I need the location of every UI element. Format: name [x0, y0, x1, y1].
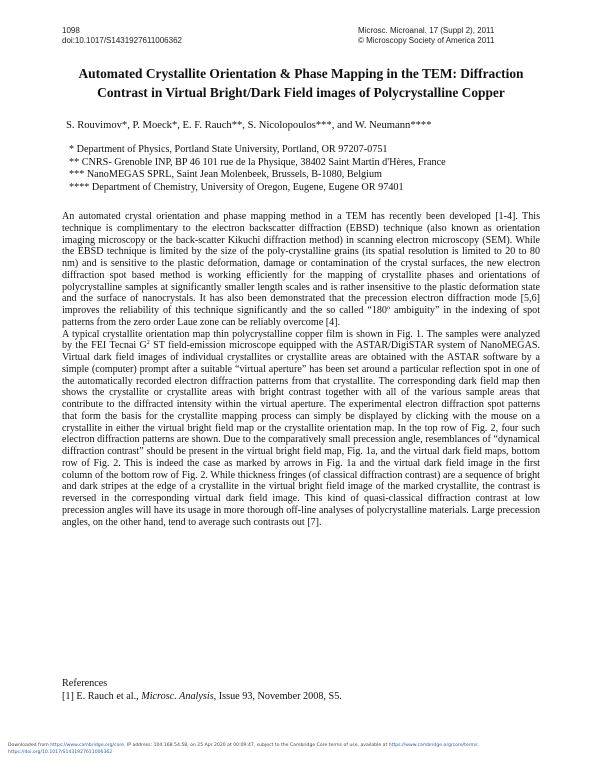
journal-citation: Microsc. Microanal. 17 (Suppl 2), 2011	[358, 26, 495, 35]
body-text	[62, 211, 540, 528]
footer-text: .	[477, 743, 479, 748]
title-line-2: Contrast in Virtual Bright/Dark Field images of Polycrystalline Copper	[97, 85, 505, 100]
doi-link[interactable]: https://doi.org/10.1017/S1431927611006362	[8, 750, 113, 755]
page-number: 1098	[62, 26, 80, 35]
terms-link[interactable]: https://www.cambridge.org/core/terms	[388, 743, 478, 748]
paragraph-2	[62, 329, 540, 529]
page-header-right	[358, 26, 543, 46]
authors: S. Rouvimov*, P. Moeck*, E. F. Rauch**, S. Nicolopoulos***, and W. Neumann****	[66, 120, 432, 131]
footer-line-1	[8, 742, 592, 749]
paragraph-2-rest: ST field-emission microscope equipped with the ASTAR/DigiSTAR system of NanoMEGAS. Virtual dark field images of individual crystallites or crystallite areas are obtained with the ASTAR software by a simple (computer) prompt after a suitable “virtual aperture” has been set around a particular reflection spot in one of the automatically recorded electron diffraction patterns from that crystallite. The corresponding dark field map then shows the crystallite or crystallite areas with bright contrast together with all of the various sample areas that contribute to the diffracted intensity within the virtual aperture. The experimental electron diffraction spot patterns that form the basis for the crystallite mapping process can simply be displayed by clicking with the mouse on a crystallite in either the virtual bright field map or the crystallite orientation map. In the top row of Fig. 2, four such electron diffraction patterns are shown. Due to the comparatively small precession angle, resemblances of “dynamical diffraction contrast” should be present in the virtual bright field map, Fig. 1a, and the virtual dark field maps, bottom row of Fig. 2. This is indeed the case as marked by arrows in Fig. 1a and the virtual dark field image in the first column of the bottom row of Fig. 2. While thickness fringes (of classical diffraction contrast) are a sequence of bright and dark stripes at the edge of a crystallite in the virtual bright field image of the marked crystallite, the contrast is reversed in the corresponding virtual dark field image. This kind of quasi-classical diffraction contrast at low precession angles will have its usage in more thorough off-line analyses of polycrystalline materials. Large precession angles, on the other hand, tend to average such contrasts out [7].	[62, 340, 540, 528]
references-heading: References	[62, 678, 108, 689]
footer-text: . IP address: 104.168.54.58, on 25 Apr 2020 at 00:09:47, subject to the Cambridge Core terms of use, available at	[124, 743, 389, 748]
paragraph-2-start: A typical crystallite orientation map thin polycrystalline copper film is shown in Fig. 1. The samples were analyzed by the FEI Tecnai G	[62, 328, 540, 352]
references	[62, 677, 342, 703]
footer-text: Downloaded from	[8, 743, 51, 748]
doi: doi:10.1017/S1431927611006362	[62, 36, 182, 45]
affiliation: *** NanoMEGAS SPRL, Saint Jean Molenbeek, Brussels, B-1080, Belgium	[69, 169, 382, 181]
reference-1-authors: [1] E. Rauch et al.,	[62, 691, 142, 702]
superscript: 2	[146, 340, 150, 347]
title-line-1: Automated Crystallite Orientation & Phase Mapping in the TEM: Diffraction	[78, 66, 524, 81]
page-header-left	[62, 26, 182, 46]
affiliations	[69, 144, 446, 194]
paper-title	[62, 64, 540, 102]
reference-1	[62, 690, 342, 703]
cambridge-core-link[interactable]: https://www.cambridge.org/core	[50, 743, 125, 748]
download-footer	[8, 742, 592, 756]
affiliation: **** Department of Chemistry, University of Oregon, Eugene, Eugene OR 97401	[69, 181, 404, 193]
paragraph-1: An automated crystal orientation and phase mapping method in a TEM has recently been developed [1-4]. This technique is complimentary to the electron backscatter diffraction (EBSD) technique (also known as orientation imaging microscopy or the back-scatter Kikuchi diffraction method) in scanning electron microscopy (SEM). While the EBSD technique is limited by the size of the poly-crystalline grains (its spatial resolution is limited to 20 to 80 nm) and is sensitive to the plastic deformation, damage or contamination of the crystal surfaces, the new electron diffraction spot based method is working efficiently for the mapping of crystallite phases and orientations of polycrystalline samples at significantly smaller length scales and is rather insensitive to the plastic deformation state and the surface of nanocrystals. It has also been demonstrated that the precession electron diffraction mode [5,6] improves the reliability of this technique significantly and the so called “180º ambiguity” in the indexing of spot patterns from the zero order Laue zone can be reliably overcome [4].	[62, 211, 540, 328]
affiliation: * Department of Physics, Portland State University, Portland, OR 97207-0751	[69, 144, 388, 155]
copyright: © Microscopy Society of America 2011	[358, 36, 495, 45]
affiliation: ** CNRS- Grenoble INP, BP 46 101 rue de la Physique, 38402 Saint Martin d'Hères, France	[69, 156, 446, 168]
reference-1-details: , Issue 93, November 2008, S5.	[213, 691, 342, 702]
reference-1-journal: Microsc. Analysis	[141, 691, 214, 702]
